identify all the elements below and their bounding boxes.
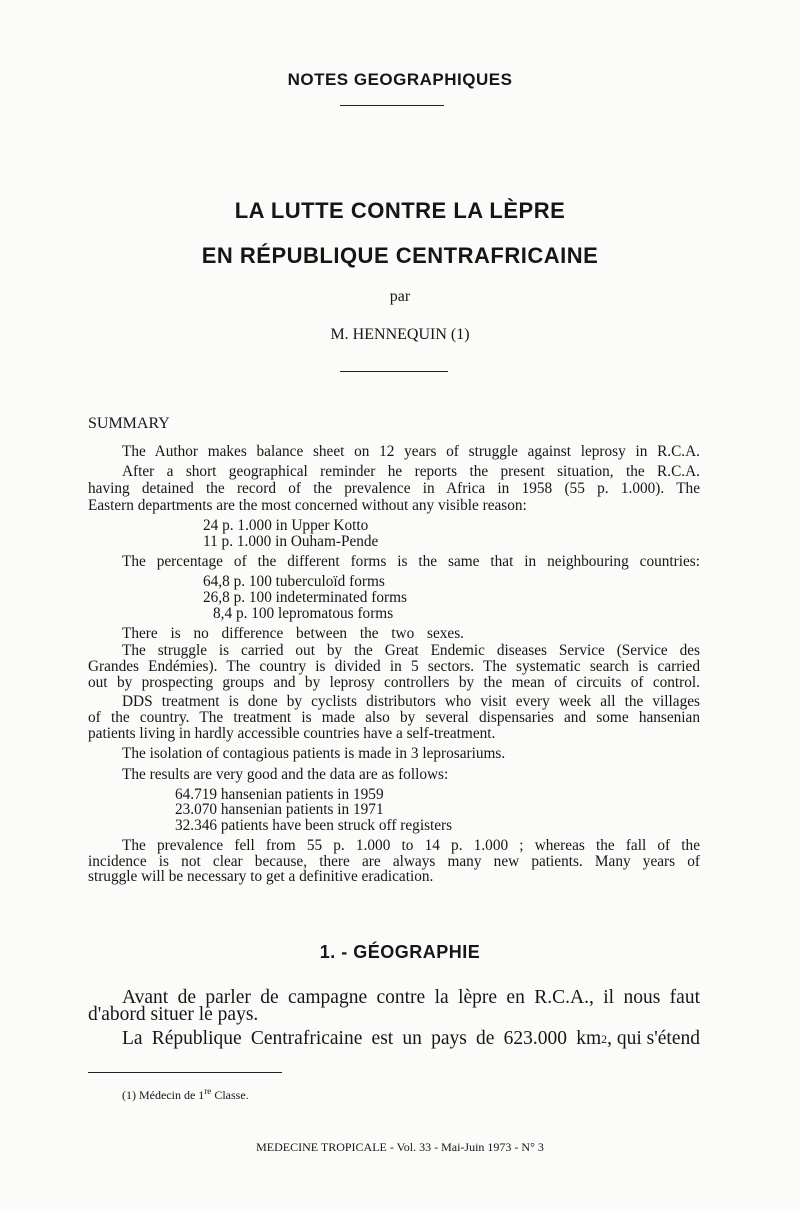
result-item: 64.719 hansenian patients in 1959	[175, 786, 384, 803]
article-title-line1: LA LUTTE CONTRE LA LÈPRE	[234, 198, 566, 223]
summary-line: There is no difference between the two sexes.	[122, 625, 464, 642]
result-item: 32.346 patients have been struck off registers	[175, 817, 453, 834]
summary-line: The Author makes balance sheet on 12 years of struggle against leprosy in R.C.A.	[122, 443, 700, 460]
body-text: , qui s'étend	[607, 1028, 700, 1049]
summary-line: DDS treatment is done by cyclists distributors who visit every week all the villages	[122, 693, 700, 710]
superscript: 2	[601, 1032, 608, 1046]
article-title-line2: EN RÉPUBLIQUE CENTRAFRICAINE	[201, 243, 599, 268]
footnote-text: Classe.	[211, 1088, 249, 1102]
footnote-sup: re	[204, 1086, 212, 1096]
journal-footer: MEDECINE TROPICALE - Vol. 33 - Mai-Juin 1973 - N° 3	[256, 1140, 544, 1154]
summary-line: The results are very good and the data are as follows:	[122, 766, 449, 783]
form-item: 26,8 p. 100 indeterminated forms	[203, 589, 407, 606]
summary-line: having detained the record of the prevalence in Africa in 1958 (55 p. 1.000). The	[88, 480, 700, 497]
section-header: NOTES GEOGRAPHIQUES	[287, 70, 513, 89]
summary-line: patients living in hardly accessible countries have a self-treatment.	[88, 725, 496, 742]
summary-line: The struggle is carried out by the Great Endemic diseases Service (Service des	[122, 642, 700, 659]
dept-item: 24 p. 1.000 in Upper Kotto	[203, 517, 369, 534]
summary-heading: SUMMARY	[88, 415, 170, 432]
author-name: M. HENNEQUIN (1)	[330, 326, 470, 343]
summary-line: The percentage of the different forms is the same that in neighbouring countries:	[122, 553, 700, 570]
section-heading: 1. - GÉOGRAPHIE	[319, 942, 481, 962]
form-item: 64,8 p. 100 tuberculoïd forms	[203, 573, 385, 590]
summary-line: out by prospecting groups and by leprosy controllers by the mean of circuits of control.	[88, 674, 700, 691]
summary-line: struggle will be necessary to get a definitive eradication.	[88, 868, 434, 885]
body-line: d'abord situer le pays.	[88, 1004, 259, 1025]
footnote-text: (1) Médecin de 1	[122, 1088, 205, 1102]
summary-line: incidence is not clear because, there are always many new patients. Many years of	[88, 853, 700, 870]
body-line	[122, 1026, 700, 1052]
summary-line: of the country. The treatment is made also by several dispensaries and some hansenian	[88, 709, 700, 726]
footnote	[122, 1086, 249, 1103]
header-rule	[340, 105, 444, 106]
summary-line: Grandes Endémies). The country is divided in 5 sectors. The systematic search is carried	[88, 658, 700, 675]
summary-line: The isolation of contagious patients is made in 3 leprosariums.	[122, 745, 506, 762]
summary-line: Eastern departments are the most concerned without any visible reason:	[88, 497, 527, 514]
footnote-rule	[88, 1072, 282, 1073]
body-text: La République Centrafricaine est un pays de 623.000 km	[122, 1028, 602, 1049]
summary-line: The prevalence fell from 55 p. 1.000 to 14 p. 1.000 ; whereas the fall of the	[122, 837, 700, 854]
body-line: Avant de parler de campagne contre la lèpre en R.C.A., il nous faut	[122, 987, 700, 1008]
author-rule	[340, 371, 448, 372]
summary-line: After a short geographical reminder he reports the present situation, the R.C.A.	[122, 463, 700, 480]
result-item: 23.070 hansenian patients in 1971	[175, 801, 384, 818]
byline-par: par	[389, 288, 411, 305]
dept-item: 11 p. 1.000 in Ouham-Pende	[203, 533, 379, 550]
form-item: 8,4 p. 100 lepromatous forms	[213, 605, 394, 622]
